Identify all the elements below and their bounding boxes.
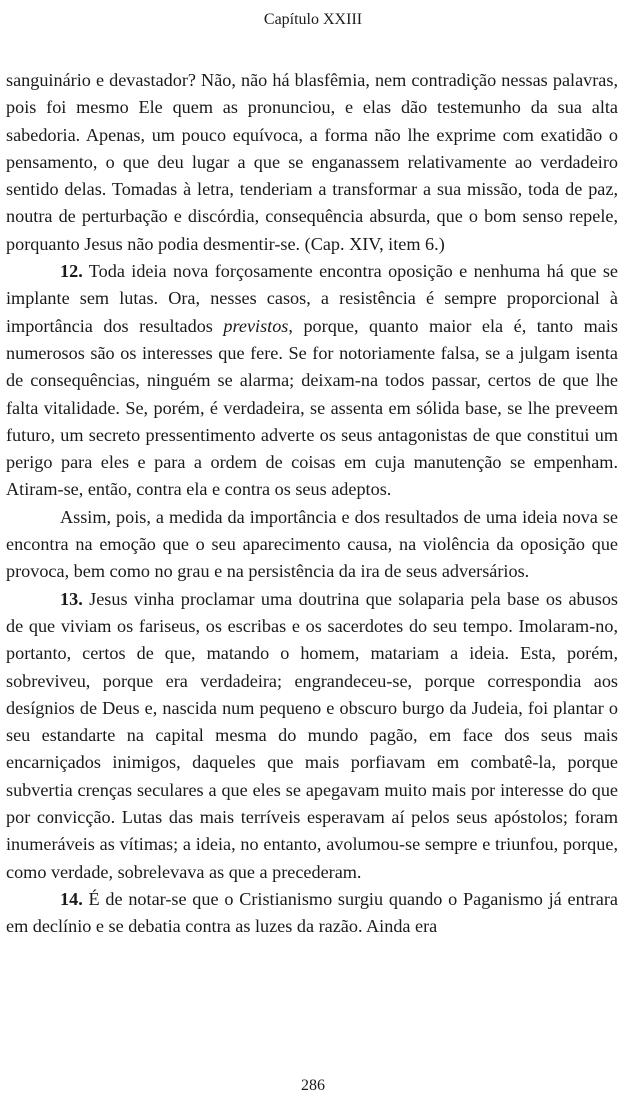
page-number: 286 bbox=[301, 1077, 325, 1094]
page-body bbox=[6, 67, 618, 941]
paragraph-text: sanguinário e devastador? Não, não há blasfêmia, nem contradição nessas palavras, pois foi mesmo Ele quem as pronunciou, e elas dão testemunho da sua alta sabedoria. Apenas, um pouco equívoca, a forma não lhe exprime com exatidão o pensamento, o que deu lugar a que se enganassem relativamente ao verdadeiro sentido delas. Tomadas à letra, tenderiam a transformar a sua missão, toda de paz, noutra de perturbação e discórdia, consequência absurda, que o bom senso repele, porquanto Jesus não podia desmentir-se. (Cap. XIV, item 6.) bbox=[6, 70, 618, 254]
paragraph-number: 14. bbox=[60, 888, 83, 909]
paragraph-text-continued: , porque, quanto maior ela é, tanto mais numerosos são os interesses que fere. Se for notoriamente falsa, se a julgam isenta de consequências, ninguém se alarma; deixam-na todos passar, certos de que lhe falta vitalidade. Se, porém, é verdadeira, se assenta em sólida base, se lhe preveem futuro, um secreto pressentimento adverte os seus antagonistas de que constitui um perigo para eles e para a ordem de coisas em cuja manutenção se empenham. Atiram-se, então, contra ela e contra os seus adeptos. bbox=[6, 315, 618, 500]
paragraph-number: 12. bbox=[60, 261, 83, 282]
paragraph-text: Assim, pois, a medida da importância e dos resultados de uma ideia nova se encontra na emoção que o seu aparecimento causa, na violência da oposição que provoca, bem como no grau e na persistência da ira de seus adversários. bbox=[6, 506, 618, 582]
paragraph-text: É de notar-se que o Cristianismo surgiu quando o Paganismo já entrara em declínio e se debatia contra as luzes da razão. Ainda era bbox=[6, 888, 618, 937]
italic-word: previstos bbox=[223, 315, 289, 336]
paragraph bbox=[6, 504, 618, 586]
paragraph-text: Jesus vinha proclamar uma doutrina que solaparia pela base os abusos de que viviam os fariseus, os escribas e os sacerdotes do seu tempo. Imolaram-no, portanto, certos de que, matando o homem, matariam a ideia. Esta, porém, sobreviveu, porque era verdadeira; engrandeceu-se, porque correspondia aos desígnios de Deus e, nascida num pequeno e obscuro burgo da Judeia, foi plantar o seu estandarte na capital mesma do mundo pagão, em face dos seus mais encarniçados inimigos, daqueles que mais porfiavam em combatê-la, porque subvertia crenças seculares a que eles se apegavam muito mais por interesse do que por convicção. Lutas das mais terríveis esperavam aí pelos seus apóstolos; foram inumeráveis as vítimas; a ideia, no entanto, avolumou-se sempre e triunfou, porque, como verdade, sobrelevava as que a precederam. bbox=[6, 588, 618, 882]
running-head: Capítulo XXIII bbox=[263, 11, 363, 28]
paragraph bbox=[6, 586, 618, 886]
paragraph-text: Toda ideia nova forçosamente encontra oposição e nenhuma há que se implante sem lutas. Ora, nesses casos, a resistência é sempre proporcional à importância dos resultados bbox=[6, 261, 618, 336]
paragraph bbox=[6, 67, 618, 258]
paragraph bbox=[6, 886, 618, 941]
paragraph-number: 13. bbox=[60, 588, 83, 609]
paragraph bbox=[6, 258, 618, 504]
